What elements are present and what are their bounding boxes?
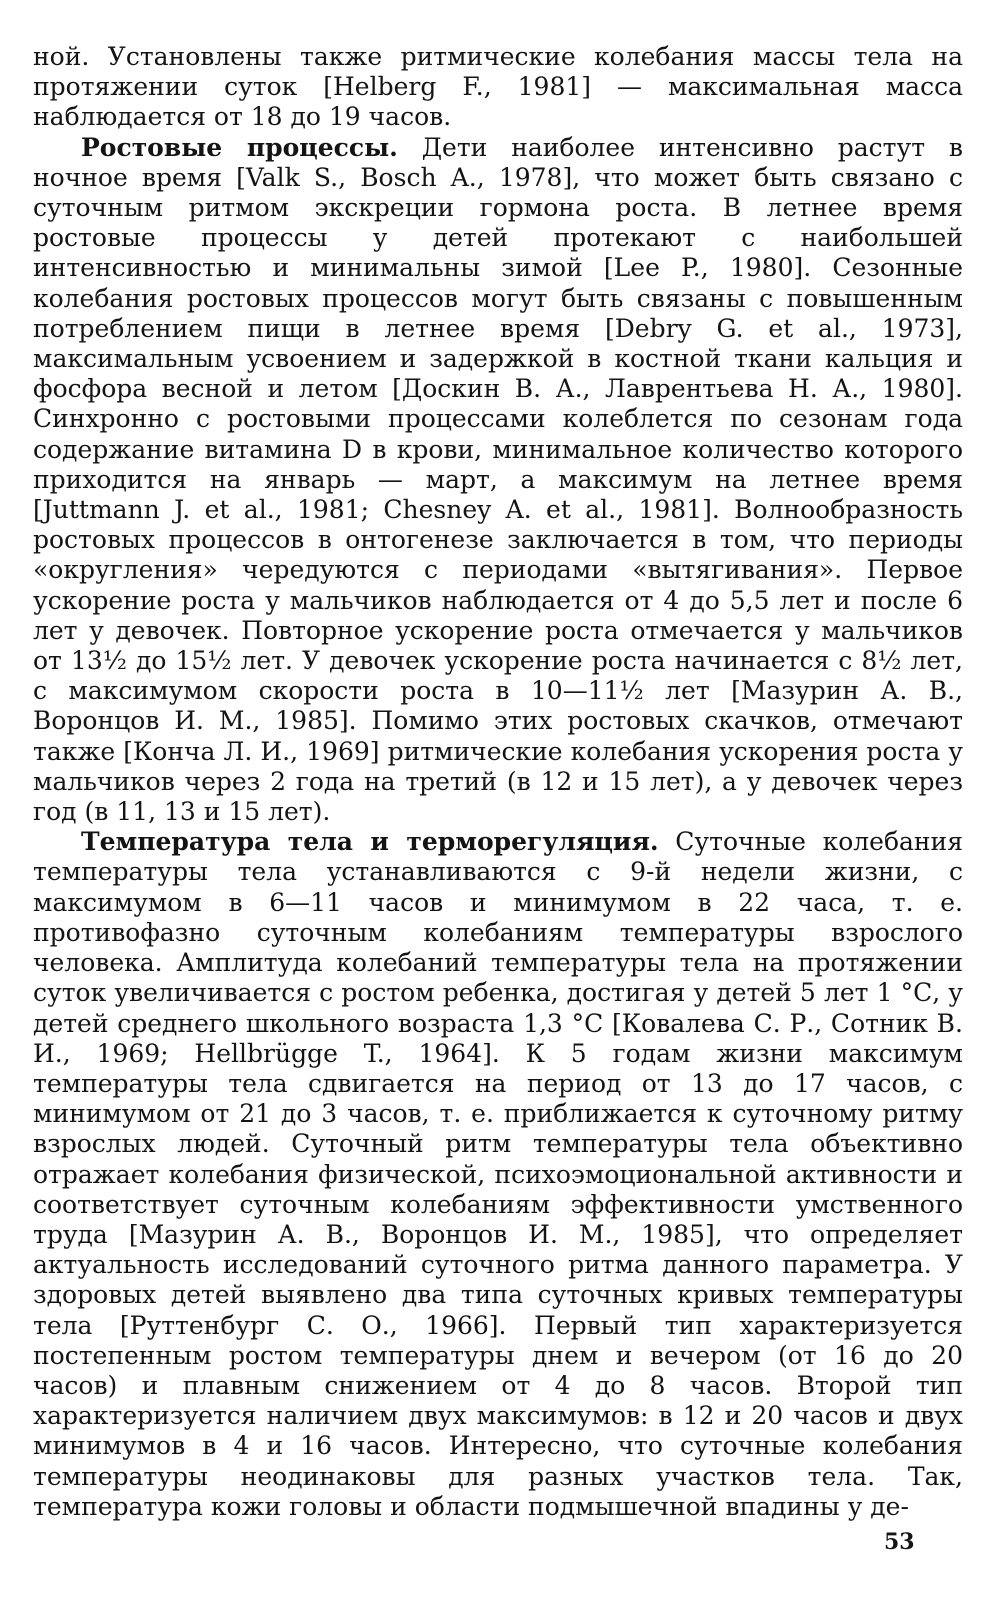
section-heading: Ростовые процессы. [81, 132, 398, 162]
page-number: 53 [884, 1529, 915, 1555]
paragraph-continuation [33, 42, 963, 133]
paragraph-growth-processes [33, 133, 963, 828]
paragraph-text: Дети наиболее интенсивно растут в ночное время [Valk S., Bosch A., 1978], что может быть связано с суточным ритмом экскреции гормона роста. В летнее время ростовые процессы у детей протекают с наибольшей интенсивностью и минимальны зимой [Lee P., 1980]. Сезонные колебания ростовых процессов могут быть связаны с повышенным потреблением пищи в летнее время [Debry G. et al., 1973], максимальным усвоением и задержкой в костной ткани кальция и фосфора весной и летом [Доскин В. А., Лаврентьева Н. А., 1980]. Синхронно с ростовыми процессами колеблется по сезонам года содержание витамина D в крови, минимальное количество которого приходится на январь — март, а максимум на летнее время [Juttmann J. et al., 1981; Chesney A. et al., 1981]. Волнообразность ростовых процессов в онтогенезе заключается в том, что периоды «округления» чередуются с периодами «вытягивания». Первое ускорение роста у мальчиков наблюдается от 4 до 5,5 лет и после 6 лет у девочек. Повторное ускорение роста отмечается у мальчиков от 13½ до 15½ лет. У девочек ускорение роста начинается с 8½ лет, с максимумом скорости роста в 10—11½ лет [Мазурин А. В., Воронцов И. М., 1985]. Помимо этих ростовых скачков, отмечают также [Конча Л. И., 1969] ритмические колебания ускорения роста у мальчиков через 2 года на третий (в 12 и 15 лет), а у девочек через год (в 11, 13 и 15 лет). [33, 132, 963, 827]
section-heading: Температура тела и терморегуляция. [81, 827, 659, 857]
page-text [33, 42, 963, 1522]
paragraph-text: ной. Установлены также ритмические колебания массы тела на протяжении суток [Helberg F., 1981] — максимальная масса наблюдается от 18 до 19 часов. [33, 42, 963, 132]
paragraph-text: Суточные колебания температуры тела устанавливаются с 9-й недели жизни, с максимумом в 6—11 часов и минимумом в 22 часа, т. е. противофазно суточным колебаниям температуры взрослого человека. Амплитуда колебаний температуры тела на протяжении суток увеличивается с ростом ребенка, достигая у детей 5 лет 1 °С, у детей среднего школьного возраста 1,3 °С [Ковалева С. Р., Сотник В. И., 1969; Hellbrügge T., 1964]. К 5 годам жизни максимум температуры тела сдвигается на период от 13 до 17 часов, с минимумом от 21 до 3 часов, т. е. приближается к суточному ритму взрослых людей. Суточный ритм температуры тела объективно отражает колебания физической, психоэмоциональной активности и соответствует суточным колебаниям эффективности умственного труда [Мазурин А. В., Воронцов И. М., 1985], что определяет актуальность исследований суточного ритма данного параметра. У здоровых детей выявлено два типа суточных кривых температуры тела [Руттенбург С. О., 1966]. Первый тип характеризуется постепенным ростом температуры днем и вечером (от 16 до 20 часов) и плавным снижением от 4 до 8 часов. Второй тип характеризуется наличием двух максимумов: в 12 и 20 часов и двух минимумов в 4 и 16 часов. Интересно, что суточные колебания температуры неодинаковы для разных участков тела. Так, температура кожи головы и области подмышечной впадины у де- [33, 827, 963, 1521]
paragraph-body-temperature [33, 827, 963, 1522]
